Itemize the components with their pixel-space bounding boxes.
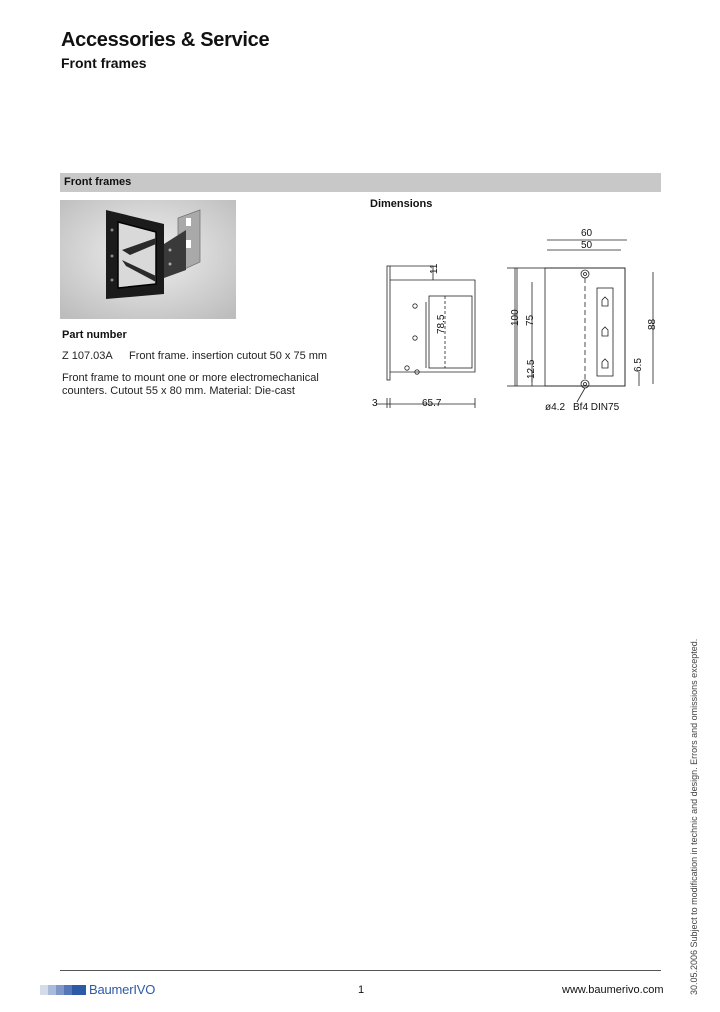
section-header-label: Front frames [64,176,132,188]
rail-label: Bf4 DIN75 [573,402,620,413]
dim-88: 88 [647,318,658,330]
website-link[interactable]: www.baumerivo.com [562,984,664,996]
dim-50: 50 [581,240,593,251]
legal-sidenote: 30.05.2006 Subject to modification in technic and design. Errors and omissions excepted. [689,638,699,995]
dim-65-7: 65.7 [422,398,442,409]
side-view [376,266,475,408]
dim-6-5: 6.5 [633,358,644,372]
page-subtitle: Front frames [61,55,147,71]
brand-suffix: IVO [133,982,156,997]
brand-logo-bars [40,983,88,997]
brand-name: Baumer [89,982,134,997]
dimension-drawing [365,222,665,422]
part-number-row [62,350,327,362]
product-photo [60,200,236,319]
dim-11: 11 [429,263,440,274]
hole-label: ø4.2 [545,402,566,413]
dim-12-5: 12.5 [526,359,537,379]
part-code: Z 107.03A [62,350,113,362]
part-name: Front frame. insertion cutout 50 x 75 mm [129,350,328,362]
page-number: 1 [358,984,365,996]
product-description: Front frame to mount one or more electromechanical counters. Cutout 55 x 80 mm. Material: Die-cast [62,372,319,397]
footer-divider [60,970,661,971]
dim-60: 60 [581,228,593,239]
dim-100: 100 [510,309,521,326]
part-number-heading: Part number [62,329,127,341]
dimensions-heading: Dimensions [370,198,433,210]
dim-3: 3 [372,398,378,409]
section-header [60,173,661,192]
dim-78-5: 78.5 [436,314,447,334]
page-title: Accessories & Service [61,29,270,51]
brand-logo [89,982,155,997]
dim-75: 75 [525,314,536,326]
